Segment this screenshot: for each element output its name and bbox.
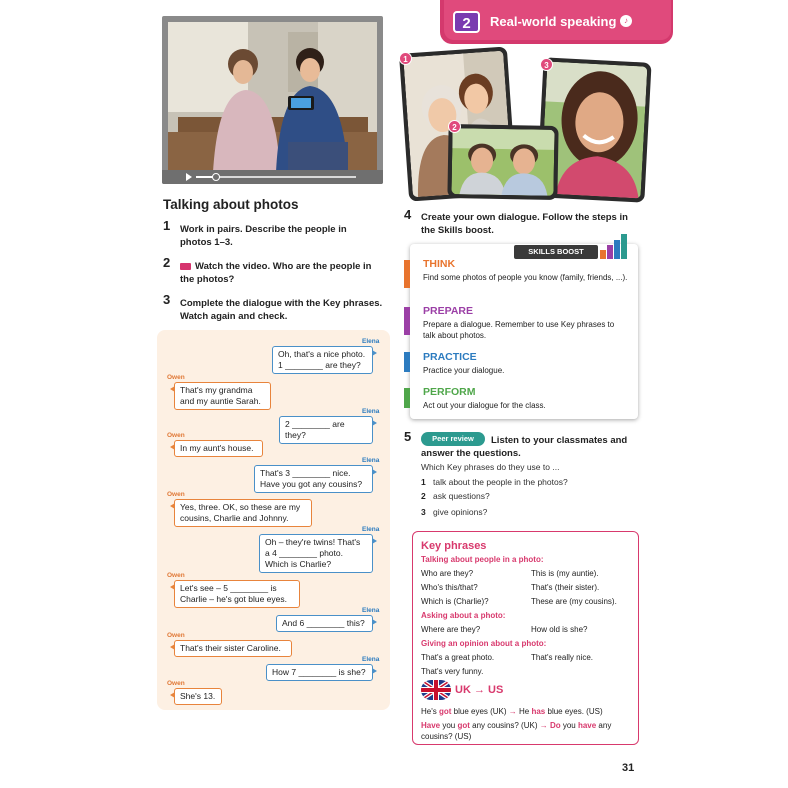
key-phrase: Who's this/that? [421,583,478,592]
video-scrubber-handle[interactable] [212,173,220,181]
bubble-line: 2 ________ are they? [285,419,345,440]
uk-us-example-1: He's got blue eyes (UK) → He has blue eyes. (US) [421,707,603,716]
bubble-line: cousins, Charlie and Johnny. [180,513,289,523]
question-number: 1 [421,477,426,487]
bubble-line: She's 13. [180,691,216,701]
uk-label: UK [455,684,471,696]
bubble-line: Which is Charlie? [265,559,332,569]
speech-bubble [174,688,222,705]
photo-twins [451,128,554,196]
key-phrases-subheading: Giving an opinion about a photo: [421,639,547,648]
phone-photo-2 [447,124,558,200]
peer-review-pill: Peer review [421,432,485,446]
key-phrase: This is (my auntie). [531,569,599,578]
speech-bubble [259,534,373,573]
speaker-label: Elena [362,338,380,345]
task-text: Work in pairs. Describe the people in photos 1–3. [180,224,347,248]
key-phrase: Where are they? [421,625,481,634]
step-color-stripe [404,260,410,288]
section-title: Talking about photos [163,197,299,212]
key-phrase: How old is she? [531,625,588,634]
key-phrase: That's very funny. [421,667,484,676]
speaker-label: Owen [167,680,185,687]
bubble-line: Charlie – he's got blue eyes. [180,594,287,604]
key-phrases-subheading: Talking about people in a photo: [421,555,544,564]
speaker-label: Elena [362,408,380,415]
task-text: Create your own dialogue. Follow the steps in the Skills boost. [421,212,628,236]
key-phrase: Who are they? [421,569,474,578]
video-player[interactable] [162,16,383,184]
task-number: 1 [163,218,171,233]
video-frame-image [168,22,377,180]
speaker-label: Elena [362,526,380,533]
bubble-line: 1 ________ are they? [278,360,361,370]
step-text: Act out your dialogue for the class. [423,401,546,410]
question-text: talk about the people in the photos? [433,477,568,487]
bubble-line: That's their sister Caroline. [180,643,281,653]
uk-us-example-2: Have you got any cousins? (UK) → Do you have any cousins? (US) [421,721,612,741]
video-camera-icon [180,263,191,270]
step-title: PRACTICE [423,351,477,363]
key-phrases-subheading: Asking about a photo: [421,611,506,620]
speaker-label: Owen [167,432,185,439]
key-phrase: Which is (Charlie)? [421,597,489,606]
step-text: Prepare a dialogue. Remember to use Key phrases to talk about photos. [423,320,615,340]
key-phrases-title: Key phrases [421,540,487,552]
play-icon[interactable] [186,173,192,181]
step-title: PREPARE [423,305,473,317]
task-text: Watch the video. Who are the people in the photos? [180,261,372,285]
bubble-line: How 7 ________ is she? [272,667,366,677]
bubble-line: a 4 ________ photo. [265,548,343,558]
question-text: ask questions? [433,491,490,501]
speech-bubble [276,615,373,632]
speech-bubble [272,346,373,374]
question-number: 3 [421,507,426,517]
bubble-line: That's my grandma [180,385,253,395]
question-intro: Which Key phrases do they use to ... [421,462,560,472]
bubble-line: Let's see – 5 ________ is [180,583,277,593]
step-text: Find some photos of people you know (family, friends, ...). [423,273,628,282]
step-color-stripe [404,388,410,408]
task-number: 2 [163,255,171,270]
bubble-line: and my auntie Sarah. [180,396,261,406]
speech-bubble [174,580,300,608]
unit-badge: 2 [453,11,480,33]
speech-bubble [266,664,373,681]
audio-icon[interactable]: ♪ [620,15,632,27]
step-title: PERFORM [423,386,476,398]
uk-us-flag-icon [421,680,451,700]
uk-us-label [455,684,503,696]
page-number: 31 [622,762,635,774]
task-number: 5 [404,429,412,444]
arrow-right-icon: → [539,721,548,730]
us-label: US [488,684,504,696]
step-color-stripe [404,307,410,335]
task-text: Listen to your classmates and answer the questions. [421,435,628,459]
key-phrase: These are (my cousins). [531,597,617,606]
speech-bubble [254,465,373,493]
speaker-label: Elena [362,607,380,614]
arrow-right-icon: → [473,684,485,696]
bubble-line: Oh, that's a nice photo. [278,349,366,359]
speaker-label: Elena [362,457,380,464]
speaker-label: Owen [167,572,185,579]
key-phrase: That's a great photo. [421,653,495,662]
task-number: 3 [163,292,171,307]
speech-bubble [174,499,312,527]
speaker-label: Owen [167,491,185,498]
task-text: Complete the dialogue with the Key phrases. Watch again and check. [180,298,383,322]
step-title: THINK [423,258,456,270]
bubble-line: Oh – they're twins! That's [265,537,361,547]
bubble-line: That's 3 ________ nice. [260,468,351,478]
speech-bubble [174,440,263,457]
question-number: 2 [421,491,426,501]
speech-bubble [174,640,292,657]
bubble-line: Yes, three. OK, so these are my [180,502,301,512]
banner-title: Real-world speaking [490,14,617,29]
photo-number-badge: 1 [399,52,412,65]
skills-boost-tag: SKILLS BOOST [514,245,598,259]
speaker-label: Elena [362,656,380,663]
task-number: 4 [404,207,412,222]
bubble-line: In my aunt's house. [180,443,254,453]
key-phrase: That's (their sister). [531,583,600,592]
speaker-label: Owen [167,632,185,639]
speech-bubble [279,416,373,444]
bubble-line: Have you got any cousins? [260,479,363,489]
video-progress-track[interactable] [196,176,356,178]
key-phrase: That's really nice. [531,653,593,662]
speaker-label: Owen [167,374,185,381]
speech-bubble [174,382,271,410]
question-text: give opinions? [433,507,488,517]
photo-number-badge: 2 [448,120,461,133]
step-color-stripe [404,352,410,372]
step-text: Practice your dialogue. [423,366,505,375]
bubble-line: And 6 ________ this? [282,618,365,628]
photo-number-badge: 3 [540,58,553,71]
arrow-right-icon: → [508,707,517,716]
